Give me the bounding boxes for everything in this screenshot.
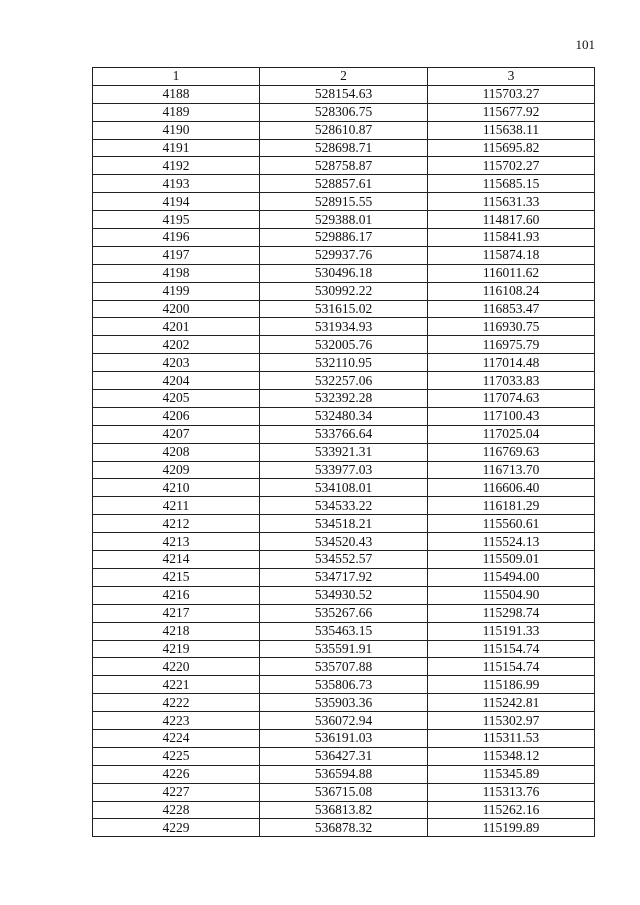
table-cell-col-2: 534717.92 xyxy=(260,568,428,586)
table-row xyxy=(93,264,595,282)
table-cell-col-1: 4224 xyxy=(93,729,260,747)
table-cell-col-3: 116769.63 xyxy=(428,443,595,461)
table-cell-col-1: 4216 xyxy=(93,586,260,604)
page-number: 101 xyxy=(575,37,595,52)
table-row xyxy=(93,622,595,640)
table-cell-col-2: 534108.01 xyxy=(260,479,428,497)
table-row xyxy=(93,336,595,354)
table-row xyxy=(93,103,595,121)
table-row xyxy=(93,497,595,515)
table-cell-col-3: 117025.04 xyxy=(428,425,595,443)
table-row xyxy=(93,801,595,819)
table-cell-col-3: 115841.93 xyxy=(428,229,595,247)
table-row xyxy=(93,229,595,247)
table-cell-col-1: 4206 xyxy=(93,407,260,425)
table-row xyxy=(93,139,595,157)
table-cell-col-2: 531934.93 xyxy=(260,318,428,336)
table-cell-col-2: 535267.66 xyxy=(260,604,428,622)
table-cell-col-1: 4201 xyxy=(93,318,260,336)
table-cell-col-2: 534930.52 xyxy=(260,586,428,604)
table-cell-col-3: 116181.29 xyxy=(428,497,595,515)
table-cell-col-3: 115191.33 xyxy=(428,622,595,640)
table-cell-col-1: 4227 xyxy=(93,783,260,801)
table-cell-col-1: 4223 xyxy=(93,712,260,730)
table-cell-col-2: 532110.95 xyxy=(260,354,428,372)
table-cell-col-2: 529886.17 xyxy=(260,229,428,247)
table-row xyxy=(93,783,595,801)
table-cell-col-3: 115311.53 xyxy=(428,729,595,747)
table-cell-col-2: 536072.94 xyxy=(260,712,428,730)
table-cell-col-2: 534533.22 xyxy=(260,497,428,515)
table-row xyxy=(93,551,595,569)
table-cell-col-3: 115186.99 xyxy=(428,676,595,694)
table-cell-col-3: 115154.74 xyxy=(428,640,595,658)
table-row xyxy=(93,318,595,336)
table-cell-col-3: 116713.70 xyxy=(428,461,595,479)
table-cell-col-3: 117074.63 xyxy=(428,390,595,408)
table-cell-col-3: 115560.61 xyxy=(428,515,595,533)
table-cell-col-1: 4213 xyxy=(93,533,260,551)
table-cell-col-1: 4221 xyxy=(93,676,260,694)
table-cell-col-1: 4217 xyxy=(93,604,260,622)
table-cell-col-3: 116975.79 xyxy=(428,336,595,354)
table-cell-col-1: 4229 xyxy=(93,819,260,837)
table-cell-col-3: 117033.83 xyxy=(428,372,595,390)
table-cell-col-2: 535463.15 xyxy=(260,622,428,640)
table-cell-col-2: 529937.76 xyxy=(260,246,428,264)
table-cell-col-3: 115702.27 xyxy=(428,157,595,175)
table-cell-col-2: 533977.03 xyxy=(260,461,428,479)
table-cell-col-1: 4220 xyxy=(93,658,260,676)
table-cell-col-3: 115677.92 xyxy=(428,103,595,121)
table-row xyxy=(93,425,595,443)
table-cell-col-2: 532392.28 xyxy=(260,390,428,408)
table-cell-col-1: 4203 xyxy=(93,354,260,372)
table-row xyxy=(93,640,595,658)
table-cell-col-2: 536878.32 xyxy=(260,819,428,837)
table-cell-col-3: 115302.97 xyxy=(428,712,595,730)
table-row xyxy=(93,121,595,139)
table-body xyxy=(93,85,595,836)
table-cell-col-3: 115695.82 xyxy=(428,139,595,157)
table-cell-col-2: 534552.57 xyxy=(260,551,428,569)
table-row xyxy=(93,193,595,211)
table-row xyxy=(93,765,595,783)
table-cell-col-3: 115874.18 xyxy=(428,246,595,264)
table-cell-col-3: 117100.43 xyxy=(428,407,595,425)
table-cell-col-1: 4196 xyxy=(93,229,260,247)
table-cell-col-1: 4204 xyxy=(93,372,260,390)
table-row xyxy=(93,515,595,533)
table-cell-col-3: 115494.00 xyxy=(428,568,595,586)
table-cell-col-1: 4225 xyxy=(93,747,260,765)
table-row xyxy=(93,712,595,730)
table-cell-col-1: 4215 xyxy=(93,568,260,586)
table-row xyxy=(93,819,595,837)
table-cell-col-2: 530496.18 xyxy=(260,264,428,282)
table-row xyxy=(93,157,595,175)
table-cell-col-1: 4202 xyxy=(93,336,260,354)
table-cell-col-3: 115242.81 xyxy=(428,694,595,712)
table-cell-col-2: 532480.34 xyxy=(260,407,428,425)
table-cell-col-2: 534520.43 xyxy=(260,533,428,551)
table-cell-col-1: 4212 xyxy=(93,515,260,533)
table-row xyxy=(93,676,595,694)
table-cell-col-1: 4197 xyxy=(93,246,260,264)
column-header-2: 2 xyxy=(260,68,428,86)
table-row xyxy=(93,282,595,300)
table-cell-col-3: 115504.90 xyxy=(428,586,595,604)
table-row xyxy=(93,533,595,551)
table-cell-col-3: 114817.60 xyxy=(428,211,595,229)
table-cell-col-3: 116853.47 xyxy=(428,300,595,318)
table-row xyxy=(93,604,595,622)
table-cell-col-3: 115348.12 xyxy=(428,747,595,765)
table-cell-col-1: 4208 xyxy=(93,443,260,461)
table-row xyxy=(93,85,595,103)
table-cell-col-2: 536715.08 xyxy=(260,783,428,801)
table-cell-col-3: 116108.24 xyxy=(428,282,595,300)
table-cell-col-3: 115298.74 xyxy=(428,604,595,622)
table-cell-col-2: 535903.36 xyxy=(260,694,428,712)
table-row xyxy=(93,211,595,229)
table-row xyxy=(93,300,595,318)
table-cell-col-2: 528306.75 xyxy=(260,103,428,121)
table-cell-col-2: 533766.64 xyxy=(260,425,428,443)
table-cell-col-1: 4205 xyxy=(93,390,260,408)
table-cell-col-1: 4210 xyxy=(93,479,260,497)
table-row xyxy=(93,407,595,425)
table-cell-col-2: 534518.21 xyxy=(260,515,428,533)
table-cell-col-2: 536191.03 xyxy=(260,729,428,747)
table-cell-col-1: 4199 xyxy=(93,282,260,300)
column-header-1: 1 xyxy=(93,68,260,86)
table-cell-col-3: 115154.74 xyxy=(428,658,595,676)
table-row xyxy=(93,372,595,390)
table-cell-col-1: 4190 xyxy=(93,121,260,139)
table-cell-col-1: 4193 xyxy=(93,175,260,193)
table-cell-col-2: 535591.91 xyxy=(260,640,428,658)
column-header-3: 3 xyxy=(428,68,595,86)
table-cell-col-1: 4214 xyxy=(93,551,260,569)
table-cell-col-3: 115685.15 xyxy=(428,175,595,193)
table-row xyxy=(93,443,595,461)
table-cell-col-3: 115703.27 xyxy=(428,85,595,103)
table-row xyxy=(93,354,595,372)
table-cell-col-3: 115631.33 xyxy=(428,193,595,211)
table-cell-col-3: 115199.89 xyxy=(428,819,595,837)
table-row xyxy=(93,175,595,193)
table-cell-col-2: 528758.87 xyxy=(260,157,428,175)
table-cell-col-2: 532005.76 xyxy=(260,336,428,354)
table-cell-col-2: 529388.01 xyxy=(260,211,428,229)
table-cell-col-2: 535806.73 xyxy=(260,676,428,694)
table-row xyxy=(93,694,595,712)
table-cell-col-2: 536813.82 xyxy=(260,801,428,819)
table-row xyxy=(93,390,595,408)
table-cell-col-1: 4211 xyxy=(93,497,260,515)
table-cell-col-1: 4194 xyxy=(93,193,260,211)
table-cell-col-2: 528915.55 xyxy=(260,193,428,211)
table-header-row xyxy=(93,68,595,86)
table-cell-col-2: 531615.02 xyxy=(260,300,428,318)
table-cell-col-1: 4222 xyxy=(93,694,260,712)
table-cell-col-1: 4188 xyxy=(93,85,260,103)
table-row xyxy=(93,479,595,497)
table-cell-col-2: 536427.31 xyxy=(260,747,428,765)
table-cell-col-1: 4198 xyxy=(93,264,260,282)
table-cell-col-1: 4209 xyxy=(93,461,260,479)
table-cell-col-2: 532257.06 xyxy=(260,372,428,390)
table-cell-col-3: 116930.75 xyxy=(428,318,595,336)
table-row xyxy=(93,729,595,747)
table-row xyxy=(93,246,595,264)
table-cell-col-1: 4189 xyxy=(93,103,260,121)
table-cell-col-2: 535707.88 xyxy=(260,658,428,676)
table-cell-col-3: 116606.40 xyxy=(428,479,595,497)
table-cell-col-2: 536594.88 xyxy=(260,765,428,783)
table-cell-col-3: 115524.13 xyxy=(428,533,595,551)
table-row xyxy=(93,586,595,604)
table-cell-col-1: 4200 xyxy=(93,300,260,318)
coordinates-table xyxy=(92,67,595,837)
table-cell-col-3: 115313.76 xyxy=(428,783,595,801)
table-cell-col-1: 4219 xyxy=(93,640,260,658)
table-cell-col-2: 530992.22 xyxy=(260,282,428,300)
table-row xyxy=(93,658,595,676)
table-cell-col-1: 4191 xyxy=(93,139,260,157)
table-cell-col-3: 115345.89 xyxy=(428,765,595,783)
table-cell-col-3: 117014.48 xyxy=(428,354,595,372)
table-row xyxy=(93,747,595,765)
table-cell-col-1: 4207 xyxy=(93,425,260,443)
table-cell-col-3: 116011.62 xyxy=(428,264,595,282)
table-cell-col-3: 115509.01 xyxy=(428,551,595,569)
table-cell-col-3: 115638.11 xyxy=(428,121,595,139)
table-cell-col-1: 4192 xyxy=(93,157,260,175)
table-cell-col-3: 115262.16 xyxy=(428,801,595,819)
table-cell-col-2: 528698.71 xyxy=(260,139,428,157)
table-cell-col-2: 533921.31 xyxy=(260,443,428,461)
table-cell-col-2: 528610.87 xyxy=(260,121,428,139)
table-cell-col-1: 4226 xyxy=(93,765,260,783)
table-row xyxy=(93,568,595,586)
table-cell-col-2: 528857.61 xyxy=(260,175,428,193)
table-cell-col-1: 4195 xyxy=(93,211,260,229)
table-cell-col-1: 4228 xyxy=(93,801,260,819)
table-cell-col-2: 528154.63 xyxy=(260,85,428,103)
table-cell-col-1: 4218 xyxy=(93,622,260,640)
table-row xyxy=(93,461,595,479)
